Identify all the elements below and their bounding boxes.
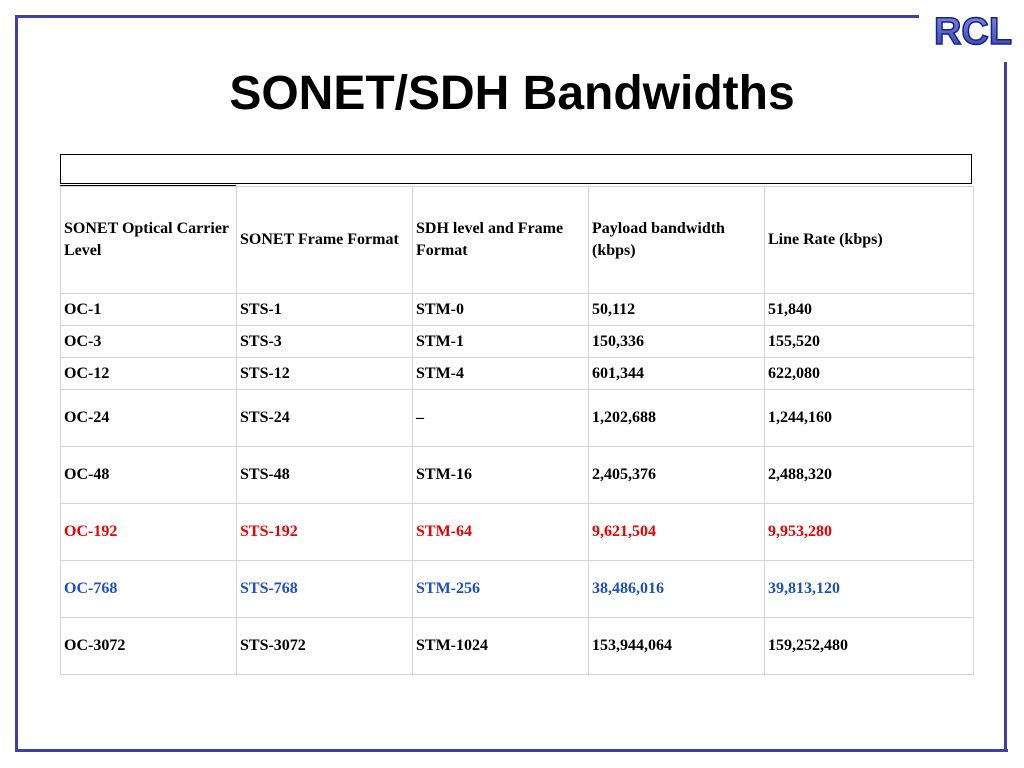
cell-line-rate: 155,520	[765, 326, 974, 358]
header-sonet-frame: SONET Frame Format	[237, 187, 413, 294]
table-row	[61, 447, 974, 504]
cell-payload: 153,944,064	[589, 618, 765, 675]
table-blank-header-bar	[60, 154, 972, 184]
cell-sdh-level: –	[413, 390, 589, 447]
cell-payload: 150,336	[589, 326, 765, 358]
table-header-row	[61, 187, 974, 294]
table-row-highlight-blue	[61, 561, 974, 618]
cell-sonet-frame: STS-3072	[237, 618, 413, 675]
cell-payload: 9,621,504	[589, 504, 765, 561]
bandwidth-table	[60, 186, 974, 675]
cell-sonet-frame: STS-12	[237, 358, 413, 390]
cell-sdh-level: STM-16	[413, 447, 589, 504]
cell-sdh-level: STM-64	[413, 504, 589, 561]
table-row	[61, 390, 974, 447]
table-row	[61, 326, 974, 358]
cell-sonet-frame: STS-3	[237, 326, 413, 358]
cell-oc-level: OC-1	[61, 294, 237, 326]
cell-line-rate: 1,244,160	[765, 390, 974, 447]
header-sdh-level: SDH level and Frame Format	[413, 187, 589, 294]
cell-payload: 50,112	[589, 294, 765, 326]
cell-sdh-level: STM-1	[413, 326, 589, 358]
cell-line-rate: 159,252,480	[765, 618, 974, 675]
cell-sonet-frame: STS-24	[237, 390, 413, 447]
cell-line-rate: 39,813,120	[765, 561, 974, 618]
cell-sdh-level: STM-256	[413, 561, 589, 618]
cell-line-rate: 622,080	[765, 358, 974, 390]
cell-oc-level: OC-24	[61, 390, 237, 447]
cell-payload: 38,486,016	[589, 561, 765, 618]
cell-oc-level: OC-192	[61, 504, 237, 561]
cell-payload: 2,405,376	[589, 447, 765, 504]
table-row	[61, 358, 974, 390]
header-oc-level: SONET Optical Carrier Level	[61, 187, 237, 294]
cell-sonet-frame: STS-192	[237, 504, 413, 561]
cell-sonet-frame: STS-1	[237, 294, 413, 326]
cell-oc-level: OC-3	[61, 326, 237, 358]
table-row-highlight-red	[61, 504, 974, 561]
cell-sonet-frame: STS-48	[237, 447, 413, 504]
cell-payload: 601,344	[589, 358, 765, 390]
table-row	[61, 294, 974, 326]
cell-oc-level: OC-12	[61, 358, 237, 390]
slide-frame-bottom	[15, 749, 1008, 752]
cell-sdh-level: STM-1024	[413, 618, 589, 675]
cell-payload: 1,202,688	[589, 390, 765, 447]
cell-line-rate: 2,488,320	[765, 447, 974, 504]
cell-oc-level: OC-768	[61, 561, 237, 618]
rcl-logo-text: RCL	[933, 11, 1013, 53]
cell-line-rate: 51,840	[765, 294, 974, 326]
cell-oc-level: OC-3072	[61, 618, 237, 675]
cell-sonet-frame: STS-768	[237, 561, 413, 618]
slide-title: SONET/SDH Bandwidths	[229, 67, 795, 120]
header-payload-bandwidth: Payload bandwidth (kbps)	[589, 187, 765, 294]
cell-sdh-level: STM-0	[413, 294, 589, 326]
cell-line-rate: 9,953,280	[765, 504, 974, 561]
cell-oc-level: OC-48	[61, 447, 237, 504]
table-row	[61, 618, 974, 675]
slide-frame-top	[16, 15, 919, 18]
cell-sdh-level: STM-4	[413, 358, 589, 390]
rcl-logo	[928, 4, 1018, 54]
slide-frame-right	[1004, 62, 1007, 752]
header-line-rate: Line Rate (kbps)	[765, 187, 974, 294]
slide-frame-left	[15, 15, 18, 752]
